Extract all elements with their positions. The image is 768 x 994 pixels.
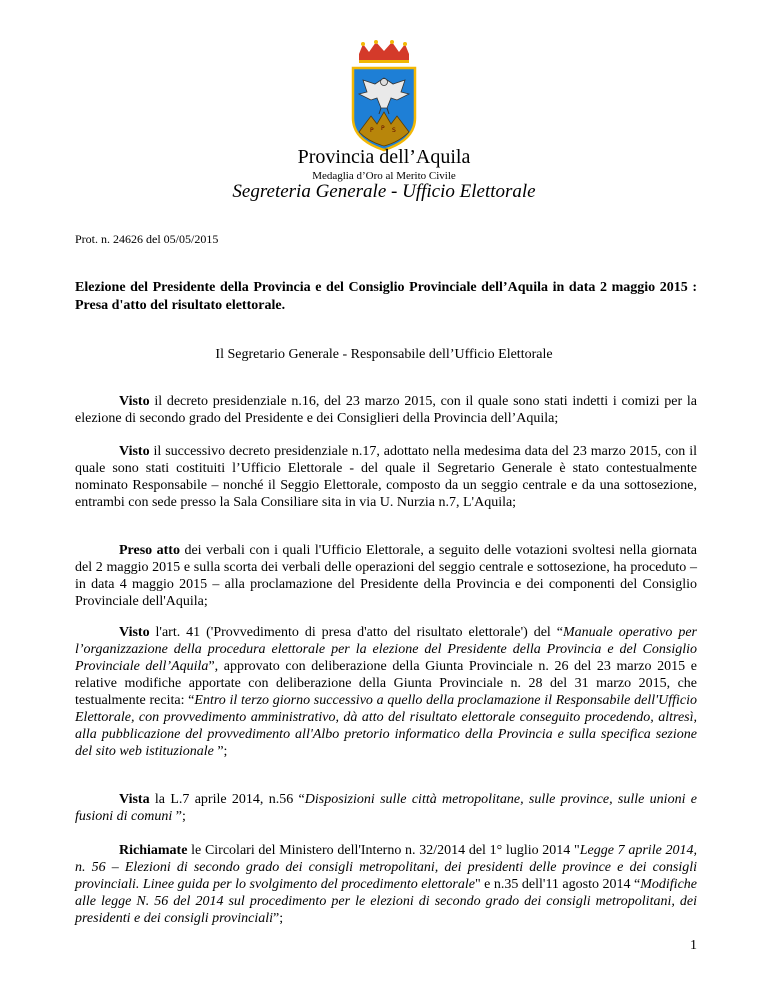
paragraph-italic: Disposizioni sulle città metropolitane, sulle province, sulle unioni e fusioni di comuni	[75, 792, 697, 824]
paragraph-preso-atto	[75, 542, 697, 610]
paragraph-text: ”;	[172, 809, 186, 824]
paragraph-visto-art-41	[75, 624, 697, 760]
paragraph-text: le Circolari del Ministero dell'Interno n. 32/2014 del 1° luglio 2014 "	[187, 843, 580, 858]
paragraph-visto-decreto-16	[75, 393, 697, 427]
paragraph-vista-legge-56	[75, 791, 697, 825]
paragraph-text: la L.7 aprile 2014, n.56 “	[149, 792, 305, 807]
paragraph-italic: Legge 7 aprile 2014, n. 56 – Elezioni di secondo grado dei consigli metropolitani, dei presidenti delle province e dei consigli provinciali. Linee guida per lo svolgimento del procedimento elettorale	[75, 843, 698, 892]
office-name: Segreteria Generale - Ufficio Elettorale	[232, 181, 536, 202]
organization-name: Provincia dell’Aquila	[297, 146, 471, 168]
page-number: 1	[690, 938, 697, 953]
medal-subtitle: Medaglia d’Oro al Merito Civile	[312, 170, 456, 182]
paragraph-lead: Visto	[119, 625, 150, 640]
paragraph-text: l'art. 41 ('Provvedimento di presa d'atto del risultato elettorale') del “	[149, 625, 563, 640]
paragraph-lead: Richiamate	[119, 843, 188, 858]
signatory-role: Il Segretario Generale - Responsabile dell’Ufficio Elettorale	[215, 347, 553, 362]
paragraph-text: ”, approvato con deliberazione della Giunta Provinciale n. 26 del 23 marzo 2015 e relative modifiche apportate con deliberazione della Giunta Provinciale n. 28 del 31 marzo 2015, che testualmente recita: “	[75, 659, 697, 708]
paragraph-text: ”;	[213, 744, 228, 759]
svg-text:P: P	[381, 125, 385, 132]
protocol-number: Prot. n. 24626 del 05/05/2015	[75, 232, 219, 246]
paragraph-text: ”;	[273, 911, 284, 926]
paragraph-text: il successivo decreto presidenziale n.17, adottato nella medesima data del 23 marzo 2015, con il quale sono stati costituiti l’Ufficio Elettorale - del quale il Segretario Generale è stato contestualmente nominato Responsabile – nonché il Seggio Elettorale, composto da un seggio centrale e da una sottosezione, entrambi con sede presso la Sala Consiliare sita in via U. Nurzia n.7, L'Aquila;	[75, 444, 697, 510]
paragraph-lead: Visto	[119, 444, 150, 459]
paragraph-quote: Entro il terzo giorno successivo a quello della proclamazione il Responsabile dell'Ufficio Elettorale, con provvedimento amministrativo, dà atto del risultato elettorale conseguito procedendo, altresì, alla pubblicazione del provvedimento all'Albo pretorio informatico della Provincia e sulla specifica sezione del sito web istituzionale	[75, 693, 697, 759]
paragraph-visto-decreto-17	[75, 443, 697, 511]
paragraph-lead: Preso atto	[119, 543, 180, 558]
svg-text:S: S	[392, 127, 396, 134]
paragraph-italic: Manuale operativo per l’organizzazione della procedura elettorale per la elezione del Presidente della Provincia e del Consiglio Provinciale dell’Aquila	[75, 625, 697, 674]
svg-text:P: P	[370, 127, 374, 134]
paragraph-lead: Visto	[119, 394, 150, 409]
crown-icon	[359, 40, 409, 63]
paragraph-text: dei verbali con i quali l'Ufficio Elettorale, a seguito delle votazioni svoltesi nella giornata del 2 maggio 2015 e sulla scorta dei verbali delle operazioni del seggio centrale e sottosezione, ha proceduto – in data 4 maggio 2015 – alla proclamazione del Presidente della Provincia e dei componenti del Consiglio Provinciale dell'Aquila;	[75, 543, 698, 609]
paragraph-lead: Vista	[119, 792, 150, 807]
province-coat-of-arms-logo	[345, 40, 423, 152]
document-subject: Elezione del Presidente della Provincia e del Consiglio Provinciale dell’Aquila in data 2 maggio 2015 : Presa d'atto del risultato elettorale.	[75, 280, 697, 313]
paragraph-text: il decreto presidenziale n.16, del 23 marzo 2015, con il quale sono stati indetti i comizi per la elezione di secondo grado del Presidente e dei Consiglieri della Provincia dell’Aquila;	[75, 394, 697, 426]
paragraph-richiamate-circolari	[75, 842, 697, 927]
paragraph-text: " e n.35 dell'11 agosto 2014 “	[474, 877, 641, 892]
paragraph-italic: Modifiche alle legge N. 56 del 2014 sul procedimento per le elezioni di secondo grado dei consigli metropolitani, dei presidenti e dei consigli provinciali	[75, 877, 697, 926]
